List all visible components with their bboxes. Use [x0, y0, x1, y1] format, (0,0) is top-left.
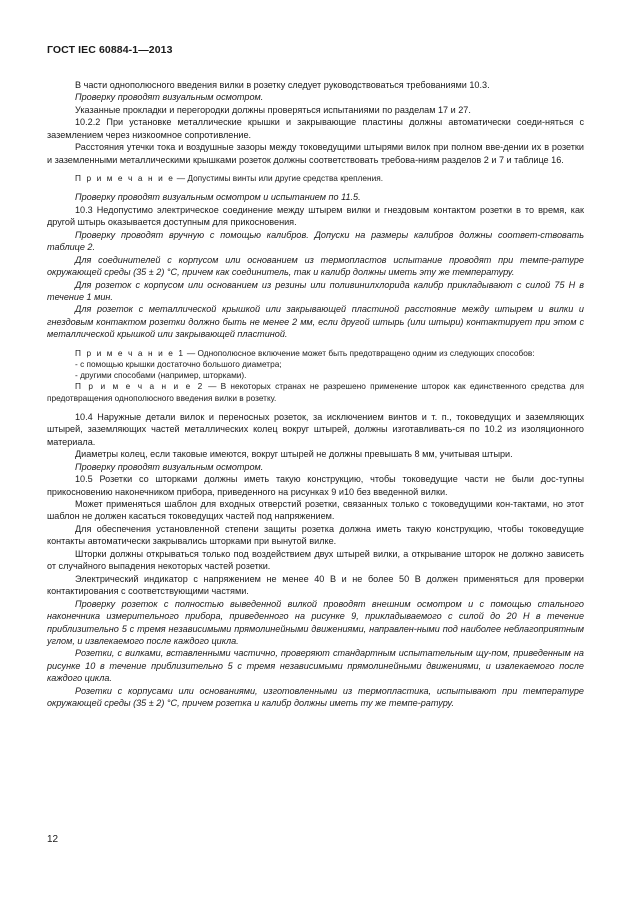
note-list-item: - другими способами (например, шторками). [75, 370, 247, 381]
paragraph-check: Проверку проводят визуальным осмотром. [75, 92, 264, 103]
note-label: П р и м е ч а н и е 1 [75, 347, 185, 358]
paragraph-check: Проверку проводят визуальным осмотром и испытанием по 11.5. [75, 192, 361, 203]
document-header: ГОСТ IEC 60884-1—2013 [47, 44, 173, 56]
paragraph-10-4: 10.4 Наружные детали вилок и переносных розеток, за исключением винтов и т. п., токоведущих и заземляющих штырей, заземляющих частей металлических колец вокруг штырей, должны изготавливать-ся по 10.2 из изоляционного материала. [47, 411, 584, 447]
document-body [47, 79, 584, 710]
paragraph: Диаметры колец, если таковые имеются, вокруг штырей не должны превышать 8 мм, учитывая штыри. [75, 449, 513, 460]
note-label: П р и м е ч а н и е [75, 173, 175, 184]
paragraph-check: Для соединителей с корпусом или основанием из термопластов испытание проводят при темпе-ратуре окружающей среды (35 ± 2) °С, причем как соединитель, так и калибр должны иметь эту же температуру. [47, 254, 584, 278]
note [47, 173, 584, 184]
paragraph-check: Для розеток с корпусом или основанием из резины или поливинилхлорида калибр прикладывают с силой 75 Н в течение 1 мин. [47, 279, 584, 302]
paragraph-check: Розетки, с вилками, вставленными частично, проверяют стандартным испытательным щу-пом, приведенным на рисунке 10 в течение приблизительно 5 с тремя независимыми прямолинейными движениями, и извлекаемого после каждого цикла. [47, 648, 584, 684]
paragraph: Указанные прокладки и перегородки должны проверяться испытаниями по разделам 17 и 27. [75, 104, 471, 115]
note-list-item: - с помощью крышки достаточно большого диаметра; [75, 359, 282, 370]
paragraph-check: Розетки с корпусами или основаниями, изготовленными из термопластика, испытывают при температуре окружающей среды (35 ± 2) °С, причем розетка и калибр должны иметь ту же темпе-ратуру. [47, 685, 584, 709]
paragraph-check: Для розеток с металлической крышкой или закрывающей пластиной расстояние между штырем и вилки и гнездовым контактом розетки должно быть не менее 2 мм, если другой штырь (или штыри) контактирует при этом с металлической крышкой или закрывающей пластиной. [47, 304, 584, 340]
paragraph: Может применяться шаблон для входных отверстий розетки, связанных только с токоведущими кон-тактами, но этот шаблон не должен касаться токоведущих частей под напряжением. [47, 499, 584, 522]
page-number: 12 [47, 834, 59, 845]
paragraph-10-3: 10.3 Недопустимо электрическое соединение между штырем вилки и гнездовым контактом розетки в то время, как другой штырь оказывается доступным для прикосновения. [47, 204, 584, 228]
paragraph-10-5: 10.5 Розетки со шторками должны иметь такую конструкцию, чтобы токоведущие части не были дос-тупны прикосновению наконечником прибора, приведенного на рисунках 9 и10 без введенной вилки. [47, 474, 584, 497]
paragraph: Шторки должны открываться только под воздействием двух штырей вилки, а открывание шторок не должно зависеть от случайного выпадения некоторых частей розетки. [47, 548, 584, 572]
paragraph-check: Проверку проводят визуальным осмотром. [75, 461, 264, 472]
paragraph-check: Проверку розеток с полностью выведенной вилкой проводят внешним осмотром и с помощью стального наконечника измерительного прибора, приведенного на рисунке 9, прикладываемого с силой до 20 Н в течение приблизительно 5 с тремя независимыми прямолинейными движениями, направлен-ными под наиболее неблагоприятным углом, и извлекаемого после каждого цикла. [47, 598, 584, 646]
paragraph: Для обеспечения установленной степени защиты розетка должна иметь такую конструкцию, чтобы токоведущие контакты автоматически закрывались шторками при вынутой вилке. [47, 523, 584, 547]
note-text: — Допустимы винты или другие средства крепления. [174, 173, 384, 184]
paragraph: Электрический индикатор с напряжением не менее 40 В и не более 50 В должен применяться для проверки контактирования с соответствующими частями. [47, 573, 584, 597]
paragraph: В части однополюсного введения вилки в розетку следует руководствоваться требованиями 10.3. [75, 80, 490, 90]
paragraph-check: Проверку проводят вручную с помощью калибров. Допуски на размеры калибров должны соответ-ствовать таблице 2. [47, 229, 584, 253]
note-text: — В некоторых странах не разрешено применение шторок как единственного средства для предотвращения однополюсного введения вилки в розетку. [47, 381, 584, 403]
note-2 [47, 381, 584, 403]
paragraph-10-2-2: 10.2.2 При установке металлические крышки и закрывающие пластины должны автоматически соеди-няться с заземлением через низкоомное сопротивление. [47, 117, 584, 140]
paragraph: Расстояния утечки тока и воздушные зазоры между токоведущими штырями вилок при полном вве-дении их в розетки и заземленными металлическими крышками розеток должны соответствовать требова-ниям разделов 2 и 7 и таблице 16. [47, 142, 584, 165]
note-text: — Однополюсное включение может быть предотвращено одним из следующих способов: [184, 347, 535, 358]
note-1 [47, 348, 584, 359]
note-label: П р и м е ч а н и е 2 [75, 381, 204, 392]
